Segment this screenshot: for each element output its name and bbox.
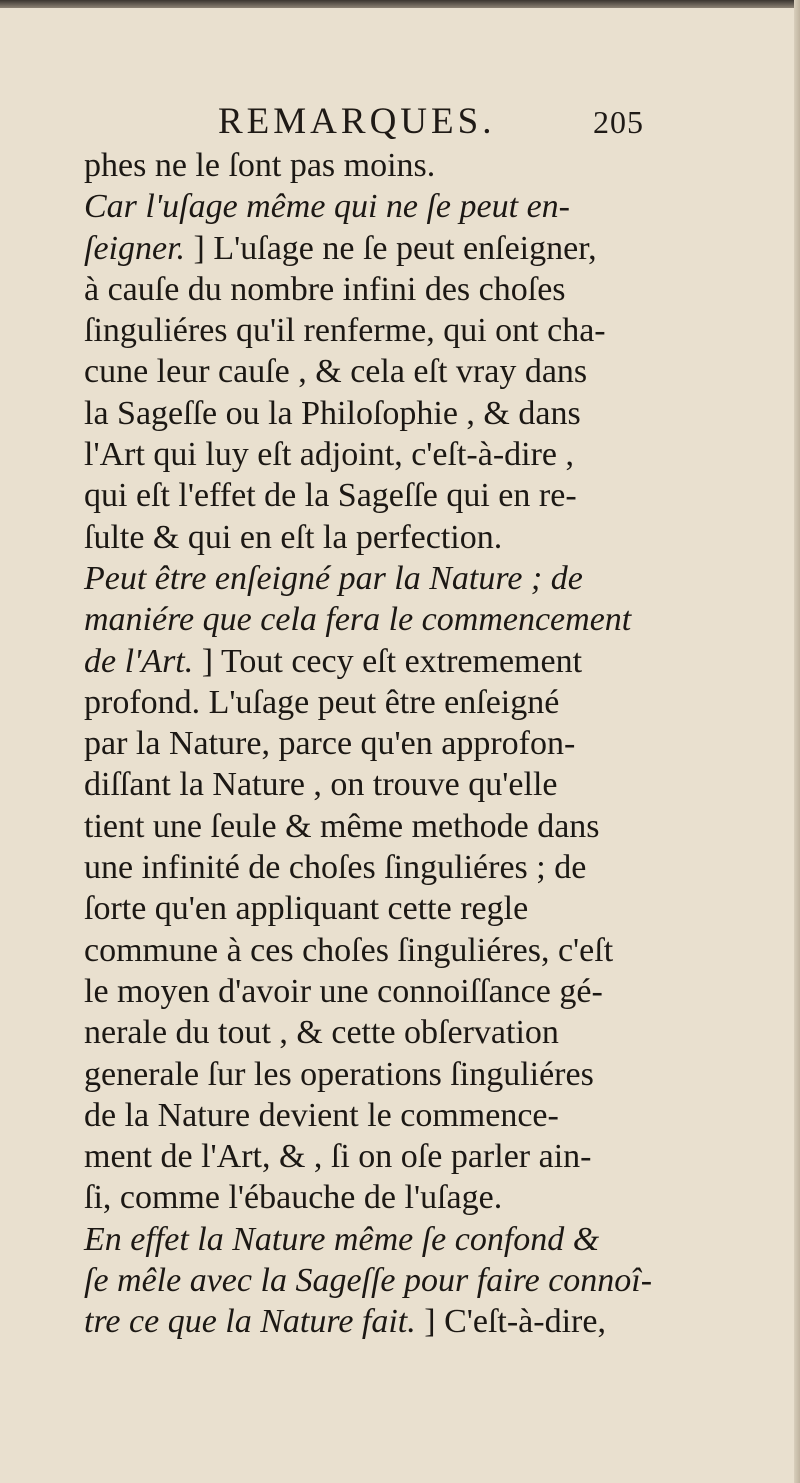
commentary-text: ſorte qu'en appliquant cette regle (84, 890, 529, 928)
commentary-text: une infinité de choſes ſinguliéres ; de (84, 849, 587, 887)
text-line (84, 888, 684, 929)
commentary-text: profond. L'uſage peut être enſeigné (84, 683, 560, 721)
text-line (84, 269, 684, 310)
quoted-phrase: ſeigner. (84, 229, 194, 267)
text-line (84, 393, 684, 434)
commentary-text: qui eſt l'effet de la Sageſſe qui en re- (84, 477, 577, 515)
text-line (84, 1136, 684, 1177)
commentary-text: cune leur cauſe , & cela eſt vray dans (84, 353, 588, 391)
commentary-text: ] C'eſt-à-dire, (424, 1303, 606, 1341)
commentary-text: phes ne le ſont pas moins. (84, 147, 436, 184)
page-top-edge (0, 0, 800, 8)
text-line (84, 1177, 684, 1218)
commentary-text: tient une ſeule & même methode dans (84, 807, 600, 845)
text-line (84, 806, 684, 847)
text-line (84, 310, 684, 351)
text-line (84, 1095, 684, 1136)
commentary-text: ment de l'Art, & , ſi on oſe parler ain- (84, 1138, 592, 1176)
text-line (84, 847, 684, 888)
quoted-phrase: maniére que cela fera le commencement (84, 601, 632, 639)
commentary-text: l'Art qui luy eſt adjoint, c'eſt-à-dire , (84, 436, 574, 474)
text-line (84, 1260, 684, 1301)
commentary-text: ſi, comme l'ébauche de l'uſage. (84, 1179, 503, 1217)
quoted-phrase: tre ce que la Nature fait. (84, 1303, 425, 1341)
text-line (84, 1012, 684, 1053)
text-line (84, 1054, 684, 1095)
commentary-text: ſulte & qui en eſt la perfection. (84, 518, 503, 556)
text-line (84, 228, 684, 269)
quoted-phrase: En effet la Nature même ſe confond & (84, 1220, 600, 1258)
page-header (0, 100, 800, 150)
quoted-phrase: Peut être enſeigné par la Nature ; de (84, 559, 583, 597)
text-line (84, 517, 684, 558)
body-text (84, 145, 684, 1343)
commentary-text: à cauſe du nombre infini des choſes (84, 270, 566, 308)
text-line (84, 186, 684, 227)
page-right-edge (794, 0, 800, 1483)
commentary-text: nerale du tout , & cette obſervation (84, 1014, 559, 1052)
commentary-text: la Sageſſe ou la Philoſophie , & dans (84, 394, 581, 432)
commentary-text: ] Tout cecy eſt extremement (201, 642, 583, 680)
running-head: REMARQUES. (218, 101, 496, 142)
text-line (84, 971, 684, 1012)
text-line (84, 145, 684, 186)
text-line (84, 764, 684, 805)
text-line (84, 351, 684, 392)
text-line (84, 682, 684, 723)
page-number: 205 (593, 104, 644, 140)
text-line (84, 641, 684, 682)
commentary-text: de la Nature devient le commence- (84, 1096, 559, 1134)
text-line (84, 434, 684, 475)
commentary-text: ſinguliéres qu'il renferme, qui ont cha- (84, 312, 606, 350)
commentary-text: generale ſur les operations ſinguliéres (84, 1055, 594, 1093)
text-line (84, 1301, 684, 1342)
text-line (84, 475, 684, 516)
text-line (84, 599, 684, 640)
commentary-text: ] L'uſage ne ſe peut enſeigner, (193, 229, 597, 267)
text-line (84, 558, 684, 599)
commentary-text: commune à ces choſes ſinguliéres, c'eſt (84, 931, 614, 969)
commentary-text: par la Nature, parce qu'en approfon- (84, 725, 576, 763)
quoted-phrase: Car l'uſage même qui ne ſe peut en- (84, 188, 570, 226)
commentary-text: diſſant la Nature , on trouve qu'elle (84, 766, 558, 804)
text-line (84, 930, 684, 971)
text-line (84, 1219, 684, 1260)
quoted-phrase: de l'Art. (84, 642, 202, 680)
text-line (84, 723, 684, 764)
quoted-phrase: ſe mêle avec la Sageſſe pour faire connoî- (84, 1262, 653, 1300)
commentary-text: le moyen d'avoir une connoiſſance gé- (84, 972, 603, 1010)
